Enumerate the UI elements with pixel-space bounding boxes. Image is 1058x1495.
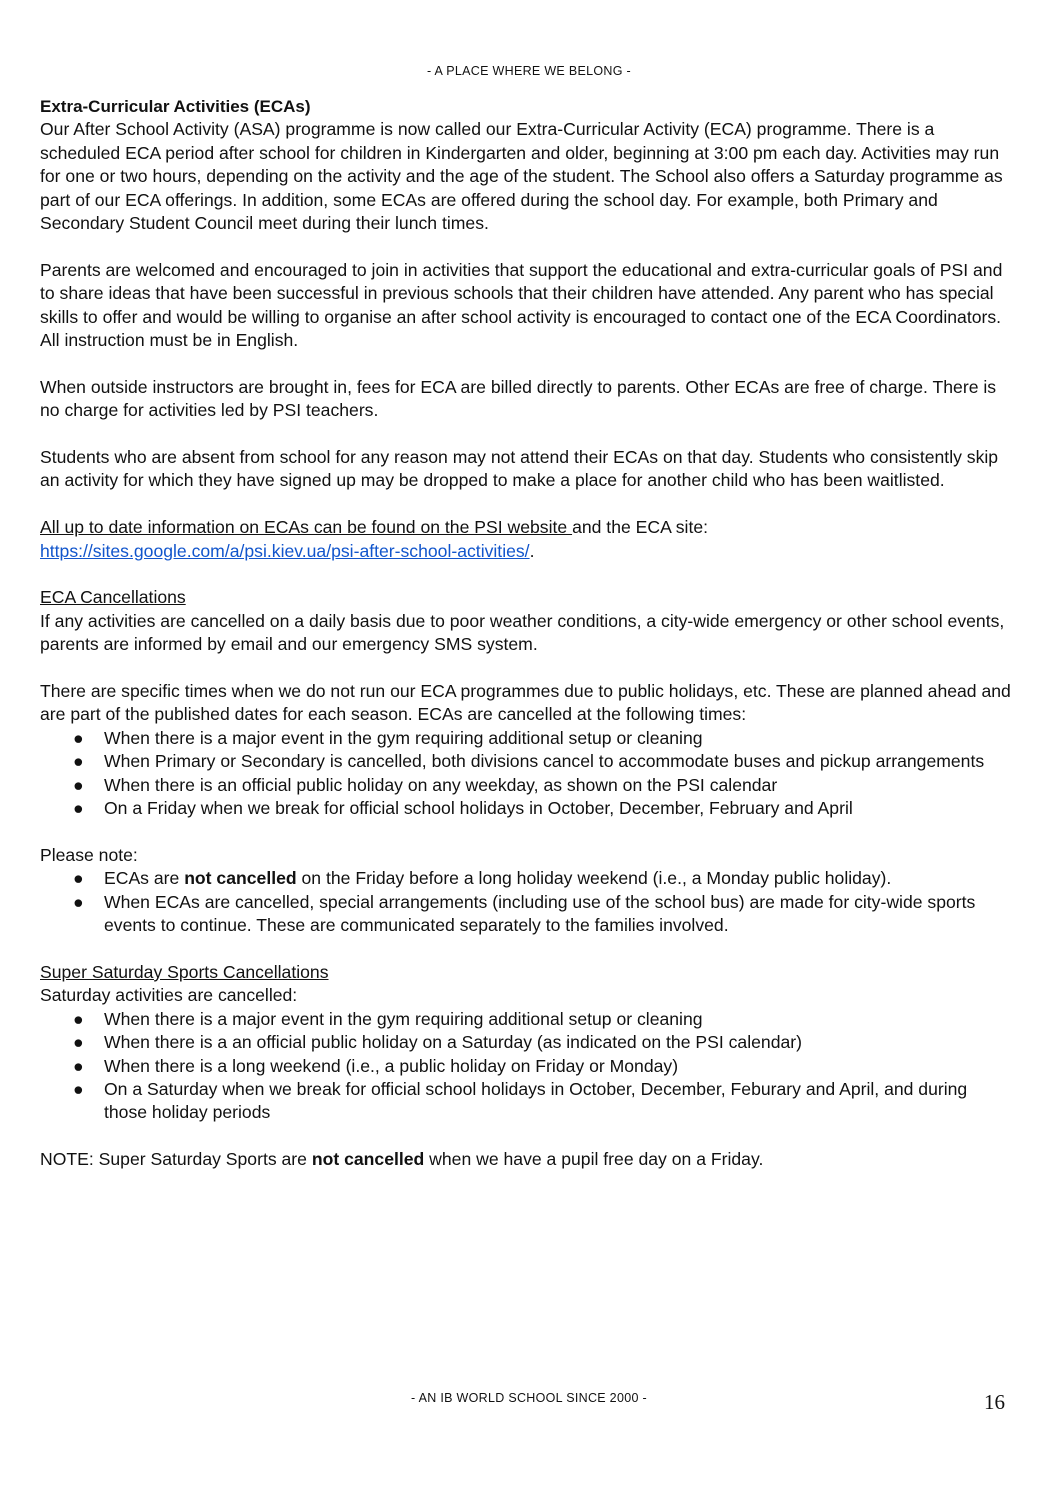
final-note: NOTE: Super Saturday Sports are not cancelled when we have a pupil free day on a Friday. (40, 1149, 764, 1170)
page-content (40, 95, 1015, 1172)
cancellations-text: If any activities are cancelled on a daily basis due to poor weather conditions, a city-wide emergency or other school events, parents are informed by email and our emergency SMS system. (40, 610, 1005, 655)
fees-paragraph: When outside instructors are brought in, fees for ECA are billed directly to parents. Other ECAs are free of charge. There is no charge for activities led by PSI teachers. (40, 376, 997, 421)
list-item: ● When there is a long weekend (i.e., a public holiday on Friday or Monday) (40, 1055, 1015, 1078)
info-paragraph (40, 516, 1015, 563)
saturday-text: Saturday activities are cancelled: (40, 985, 298, 1006)
bullet-icon: ● (73, 751, 84, 772)
list-item: ● When Primary or Secondary is cancelled, both divisions cancel to accommodate buses and pickup arrangements (40, 750, 1015, 773)
list-item: ● When there is a major event in the gym requiring additional setup or cleaning (40, 727, 1015, 750)
please-note-label: Please note: (40, 844, 138, 865)
info-trailing: . (529, 540, 535, 561)
intro-paragraph: Our After School Activity (ASA) programme is now called our Extra-Curricular Activity (ECA) programme. There is a scheduled ECA period after school for children in Kindergarten and older, beginning at 3:00 pm each day. Activities may run for one or two hours, depending on the activity and the age of the student. The School also offers a Saturday programme as part of our ECA offerings. In addition, some ECAs are offered during the school day. For example, both Primary and Secondary Student Council meet during their lunch times. (40, 119, 1003, 234)
list-item: ● When there is an official public holiday on any weekday, as shown on the PSI calendar (40, 774, 1015, 797)
page-header: - A PLACE WHERE WE BELONG - (427, 64, 631, 78)
page-number: 16 (984, 1390, 1005, 1414)
info-text: and the ECA site: (572, 517, 709, 538)
bullet-icon: ● (73, 1055, 84, 1076)
section-title: Extra-Curricular Activities (ECAs) (40, 97, 311, 116)
absent-paragraph: Students who are absent from school for any reason may not attend their ECAs on that day. Students who consistently skip an activity for which they have signed up may be dropped to make a place for another child who has been waitlisted. (40, 447, 999, 491)
bullet-icon: ● (73, 1032, 84, 1053)
bullet-icon: ● (73, 774, 84, 795)
bullet-icon: ● (73, 727, 84, 748)
list-item: ● When there is a an official public holiday on a Saturday (as indicated on the PSI calendar) (40, 1031, 1015, 1054)
specific-times-text: There are specific times when we do not run our ECA programmes due to public holidays, etc. These are planned ahead and are part of the published dates for each season. ECAs are cancelled at the following times: (40, 681, 1011, 725)
list-item: ● On a Friday when we break for official school holidays in October, December, February and April (40, 797, 1015, 820)
cancellations-heading: ECA Cancellations (40, 587, 186, 608)
bullet-icon: ● (73, 1078, 84, 1099)
saturday-list (40, 1008, 1015, 1125)
page-footer: - AN IB WORLD SCHOOL SINCE 2000 - (411, 1391, 647, 1405)
list-item: ● When there is a major event in the gym requiring additional setup or cleaning (40, 1008, 1015, 1031)
bullet-icon: ● (73, 868, 84, 889)
list-item: ● ECAs are not cancelled on the Friday before a long holiday weekend (i.e., a Monday public holiday). (40, 867, 1015, 890)
list-item: ● On a Saturday when we break for official school holidays in October, December, Feburary and April, and during those holiday periods (73, 1078, 968, 1123)
cancellation-list (40, 727, 1015, 821)
list-item: ● When ECAs are cancelled, special arrangements (including use of the school bus) are made for city-wide sports events to continue. These are communicated separately to the families involved. (73, 891, 976, 936)
bullet-icon: ● (73, 891, 84, 912)
bullet-icon: ● (73, 798, 84, 819)
note-list (40, 867, 1015, 937)
bullet-icon: ● (73, 1008, 84, 1029)
info-underlined-text: All up to date information on ECAs can be found on the PSI website (40, 517, 573, 538)
eca-site-link[interactable]: https://sites.google.com/a/psi.kiev.ua/psi-after-school-activities/ (40, 540, 530, 561)
parents-paragraph: Parents are welcomed and encouraged to join in activities that support the educational and extra-curricular goals of PSI and to share ideas that have been successful in previous schools that their children have attended. Any parent who has special skills to offer and would be willing to organise an after school activity is encouraged to contact one of the ECA Coordinators. All instruction must be in English. (40, 259, 1003, 351)
saturday-heading: Super Saturday Sports Cancellations (40, 961, 329, 982)
